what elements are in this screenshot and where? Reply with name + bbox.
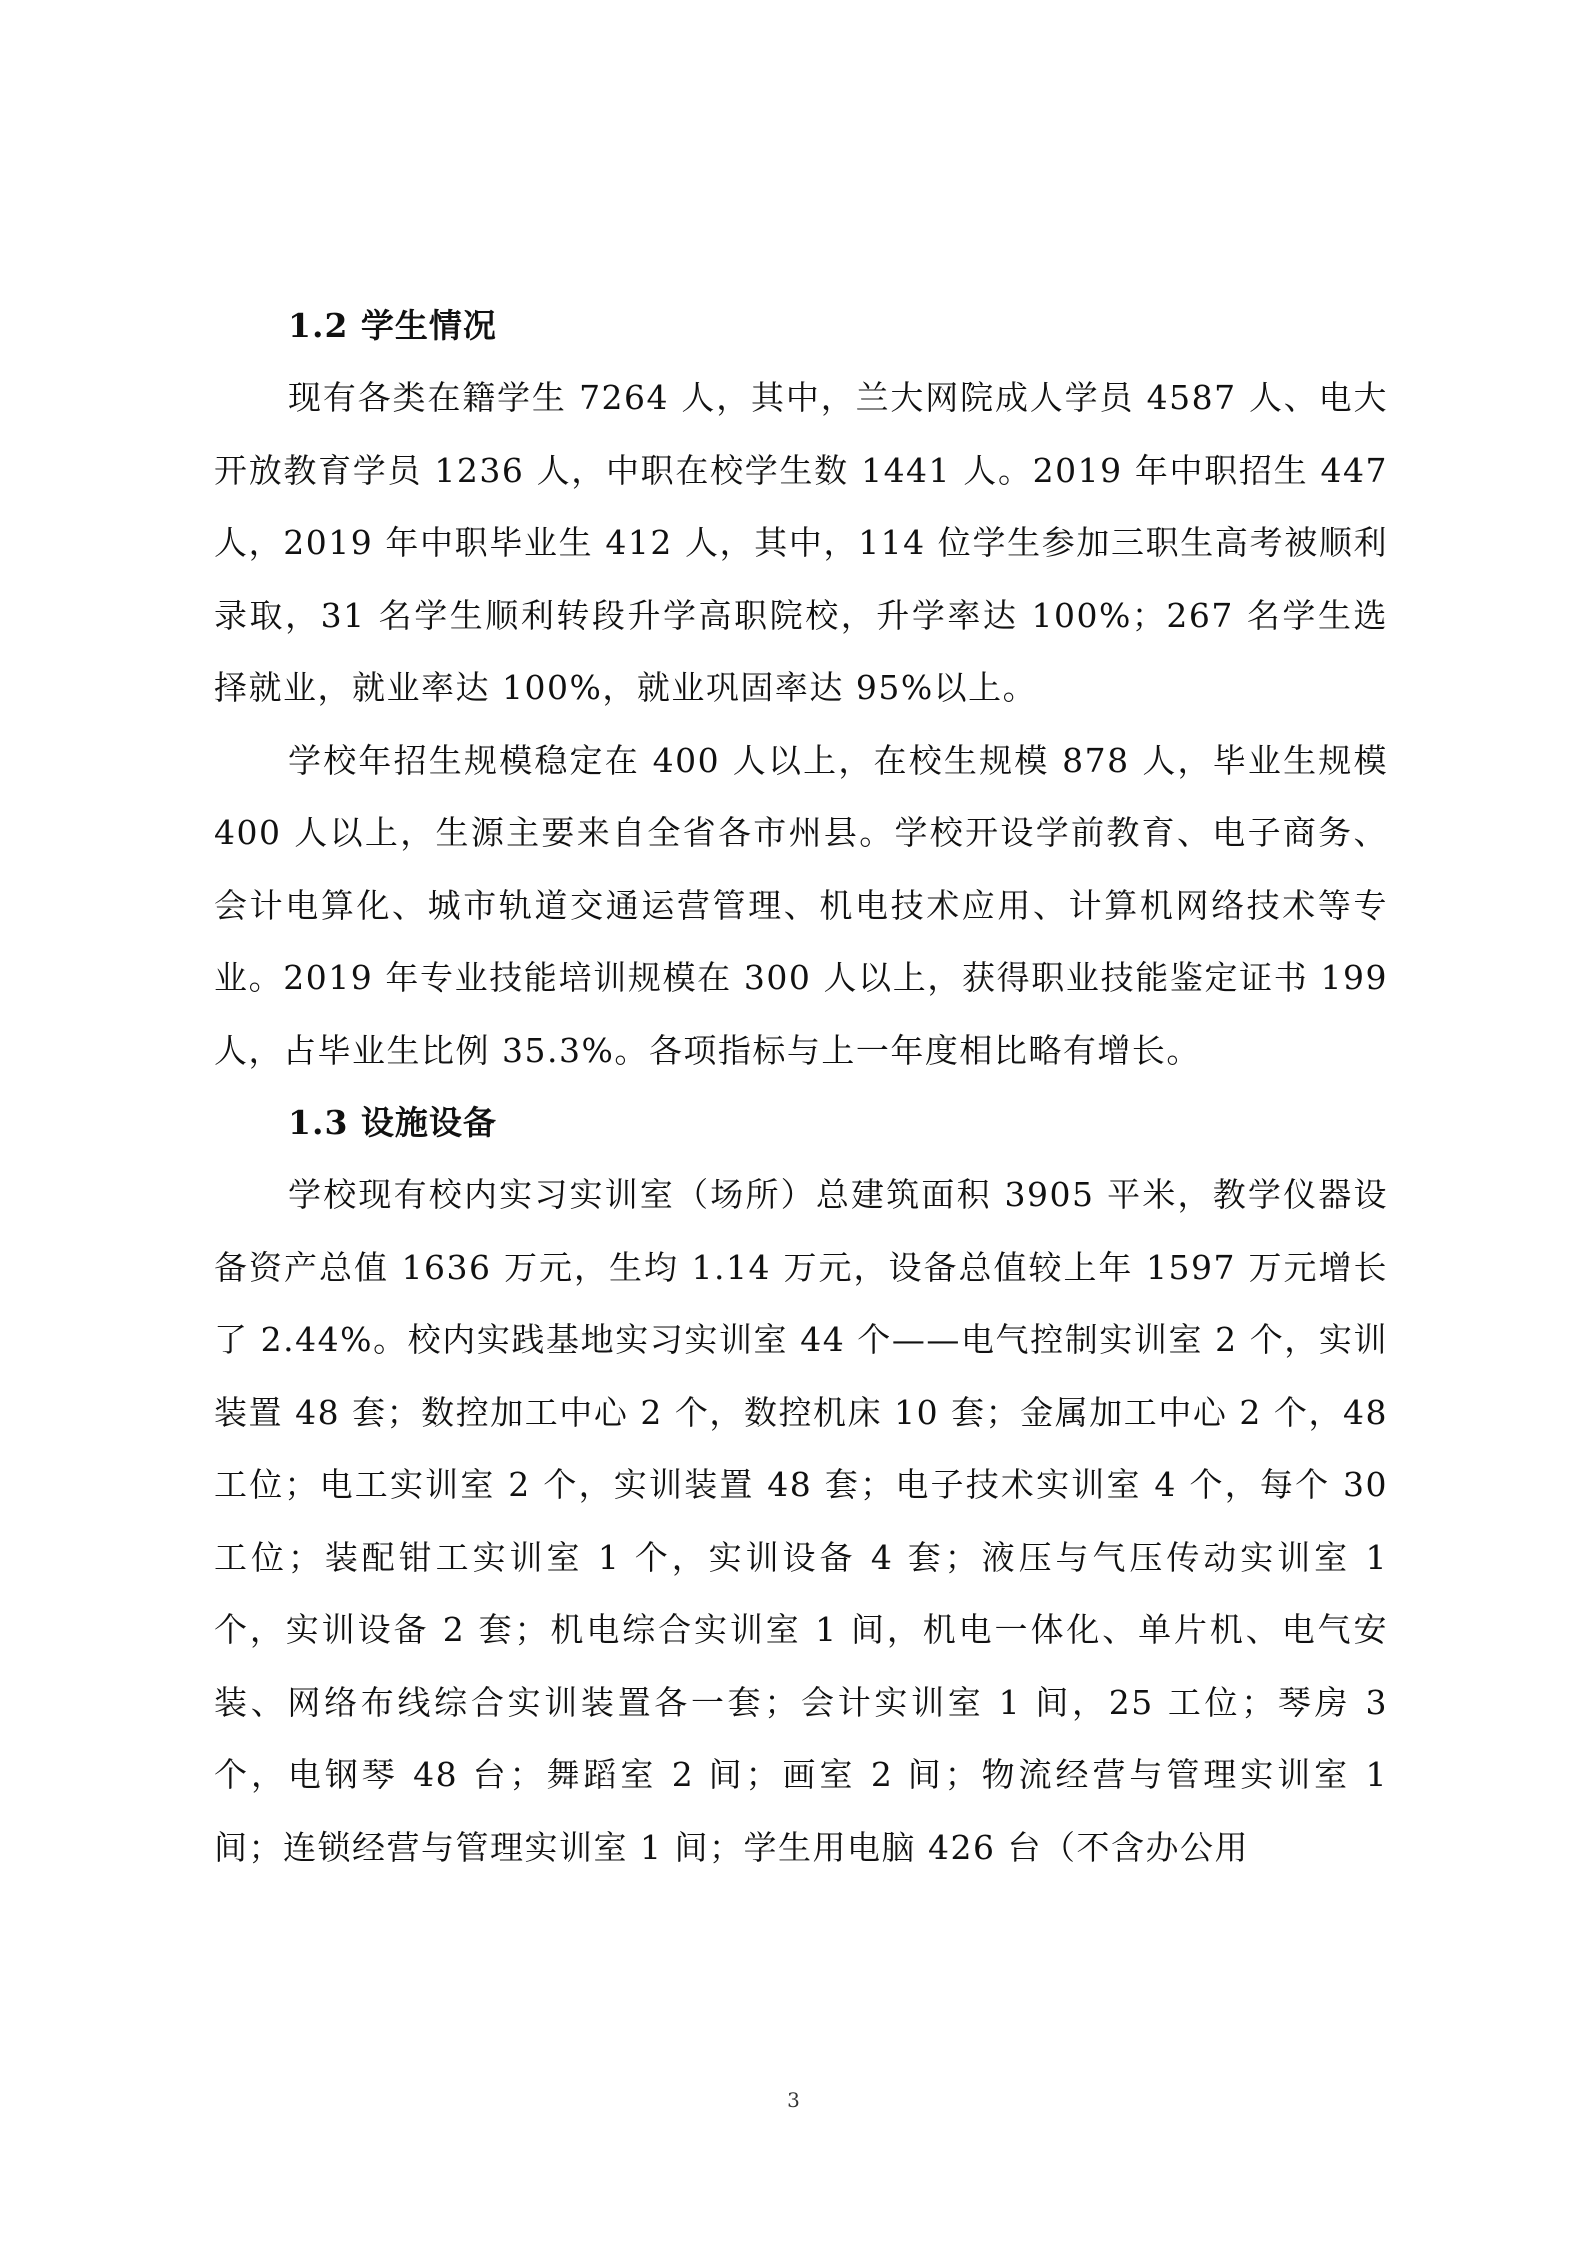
body-paragraph: 学校年招生规模稳定在 400 人以上，在校生规模 878 人，毕业生规模 400 人以上，生源主要来自全省各市州县。学校开设学前教育、电子商务、会计电算化、城市轨道交通运营管理、机电技术应用、计算机网络技术等专业。2019 年专业技能培训规模在 300 人以上，获得职业技能鉴定证书 199 人，占毕业生比例 35.3%。各项指标与上一年度相比略有增长。 xyxy=(214,740,1388,1070)
section-heading: 1.3 设施设备 xyxy=(288,1103,497,1142)
body-paragraph: 学校现有校内实习实训室（场所）总建筑面积 3905 平米，教学仪器设备资产总值 1636 万元，生均 1.14 万元，设备总值较上年 1597 万元增长了 2.44%。校内实践基地实习实训室 44 个——电气控制实训室 2 个，实训装置 48 套；数控加工中心 2 个，数控机床 10 套；金属加工中心 2 个，48 工位；电工实训室 2 个，实训装置 48 套；电子技术实训室 4 个，每个 30 工位；装配钳工实训室 1 个，实训设备 4 套；液压与气压传动实训室 1 个，实训设备 2 套；机电综合实训室 1 间，机电一体化、单片机、电气安装、网络布线综合实训装置各一套；会计实训室 1 间，25 工位；琴房 3 个，电钢琴 48 台；舞蹈室 2 间；画室 2 间；物流经营与管理实训室 1 间；连锁经营与管理实训室 1 间；学生用电脑 426 台（不含办公用 xyxy=(214,1175,1388,1867)
section-student-situation xyxy=(214,290,1388,1087)
page-number: 3 xyxy=(787,2088,800,2112)
body-paragraph: 现有各类在籍学生 7264 人，其中，兰大网院成人学员 4587 人、电大开放教育学员 1236 人，中职在校学生数 1441 人。2019 年中职招生 447 人，2019 年中职毕业生 412 人，其中，114 位学生参加三职生高考被顺利录取，31 名学生顺利转段升学高职院校，升学率达 100%；267 名学生选择就业，就业率达 100%，就业巩固率达 95%以上。 xyxy=(214,378,1388,707)
section-facilities xyxy=(214,1087,1388,1884)
page-body xyxy=(214,290,1388,1884)
section-heading: 1.2 学生情况 xyxy=(288,306,497,345)
